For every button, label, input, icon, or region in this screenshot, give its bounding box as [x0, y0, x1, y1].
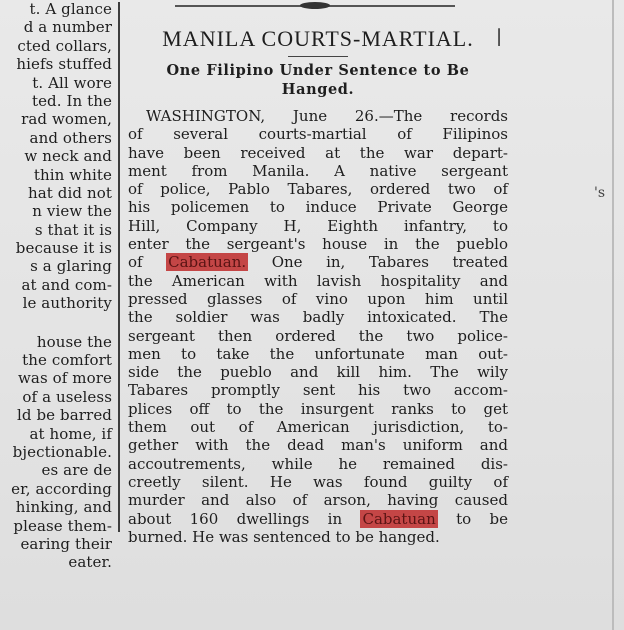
left-column-line: the comfort [22, 351, 112, 370]
headline-rule [288, 56, 348, 57]
body-line: of several courts-martial of Filipinos [128, 125, 508, 144]
body-line: pressed glasses of vino upon him until [128, 289, 508, 308]
body-line: Tabares promptly sent his two accom- [128, 381, 508, 400]
body-line: them out of American jurisdiction, to- [128, 418, 508, 437]
left-column-line: rad women, [21, 110, 112, 129]
left-column-line: n view the [32, 202, 112, 221]
left-column-line: w neck and [24, 147, 112, 166]
body-line: accoutrements, while he remained dis- [128, 454, 508, 473]
body-line: gether with the dead man's uniform and [128, 436, 508, 455]
body-line: Hill, Company H, Eighth infantry, to [128, 216, 508, 235]
subhead-line: One Filipino Under Sentence to Be [166, 62, 470, 79]
left-column-line [0, 313, 112, 333]
page-edge [612, 0, 614, 630]
body-line: burned. He was sentenced to be hanged. [128, 527, 440, 546]
left-column-line: and others [29, 128, 112, 147]
search-highlight: Cabatuan [362, 509, 436, 528]
margin-mark: | [496, 26, 503, 47]
body-line: sergeant then ordered the two police- [128, 326, 508, 345]
body-text-segment: One in, Tabares treated [248, 253, 509, 272]
left-column-line: hat did not [28, 183, 112, 202]
body-line: men to take the unfortunate man out- [128, 344, 508, 363]
body-line: side the pueblo and kill him. The wily [128, 363, 508, 382]
left-column-line: at home, if [29, 424, 112, 443]
body-line: plices off to the insurgent ranks to get [128, 399, 508, 418]
left-column-line: hiefs stuffed [16, 55, 112, 74]
subhead-line: Hanged. [281, 81, 355, 98]
left-column-line: earing their [20, 534, 112, 553]
body-line: his policemen to induce Private George [128, 198, 508, 217]
left-column-line: please them- [13, 516, 112, 535]
article [128, 20, 508, 546]
left-column-fragment [0, 0, 112, 572]
left-column-line: cted collars, [17, 36, 112, 55]
headline: MANILA COURTS-MARTIAL. [162, 26, 474, 51]
column-rule [118, 2, 120, 532]
body-line: the American with lavish hospitality and [128, 271, 508, 290]
body-line: enter the sergeant's house in the pueblo [128, 235, 508, 254]
left-column-line: bjectionable. [12, 442, 112, 461]
body-line: murder and also of arson, having caused [128, 491, 508, 510]
left-column-line: le authority [22, 294, 112, 313]
left-column-line: er, according [11, 479, 112, 498]
left-column-line: of a useless [22, 387, 112, 406]
left-column-line: because it is [15, 239, 112, 258]
subhead [128, 61, 508, 99]
body-line [128, 253, 508, 271]
left-column-line: ld be barred [17, 406, 112, 425]
left-column-line: was of more [17, 369, 112, 388]
body-line: WASHINGTON, June 26.—The records [146, 107, 508, 125]
left-column-line: house the [36, 332, 112, 351]
left-column-line: es are de [41, 461, 112, 480]
body-text-segment: of [128, 253, 167, 272]
margin-mark: 's [594, 185, 606, 201]
left-column-line: t. A glance [29, 0, 112, 18]
left-column-line: t. All wore [32, 73, 112, 92]
left-column-line: d a number [23, 18, 112, 37]
search-highlight: Cabatuan. [168, 253, 247, 272]
left-column-line: at and com- [21, 275, 112, 294]
body-text-segment: about 160 dwellings in [128, 509, 361, 528]
left-column-line: s that it is [34, 220, 112, 239]
top-ornament [300, 2, 330, 9]
body-line: of police, Pablo Tabares, ordered two of [128, 180, 508, 199]
left-column-line: s a glaring [30, 257, 112, 276]
article-body [128, 107, 508, 546]
body-line: the soldier was badly intoxicated. The [128, 308, 508, 327]
left-column-line: eater. [68, 553, 112, 572]
left-column-line: hinking, and [15, 498, 112, 517]
body-line: ment from Manila. A native sergeant [128, 161, 508, 180]
left-column-line: thin white [33, 165, 112, 184]
left-column-line: ted. In the [31, 91, 112, 110]
body-line: have been received at the war depart- [128, 143, 508, 162]
body-line: creetly silent. He was found guilty of [128, 472, 508, 491]
body-line [128, 510, 508, 528]
body-text-segment: to be [437, 509, 508, 528]
